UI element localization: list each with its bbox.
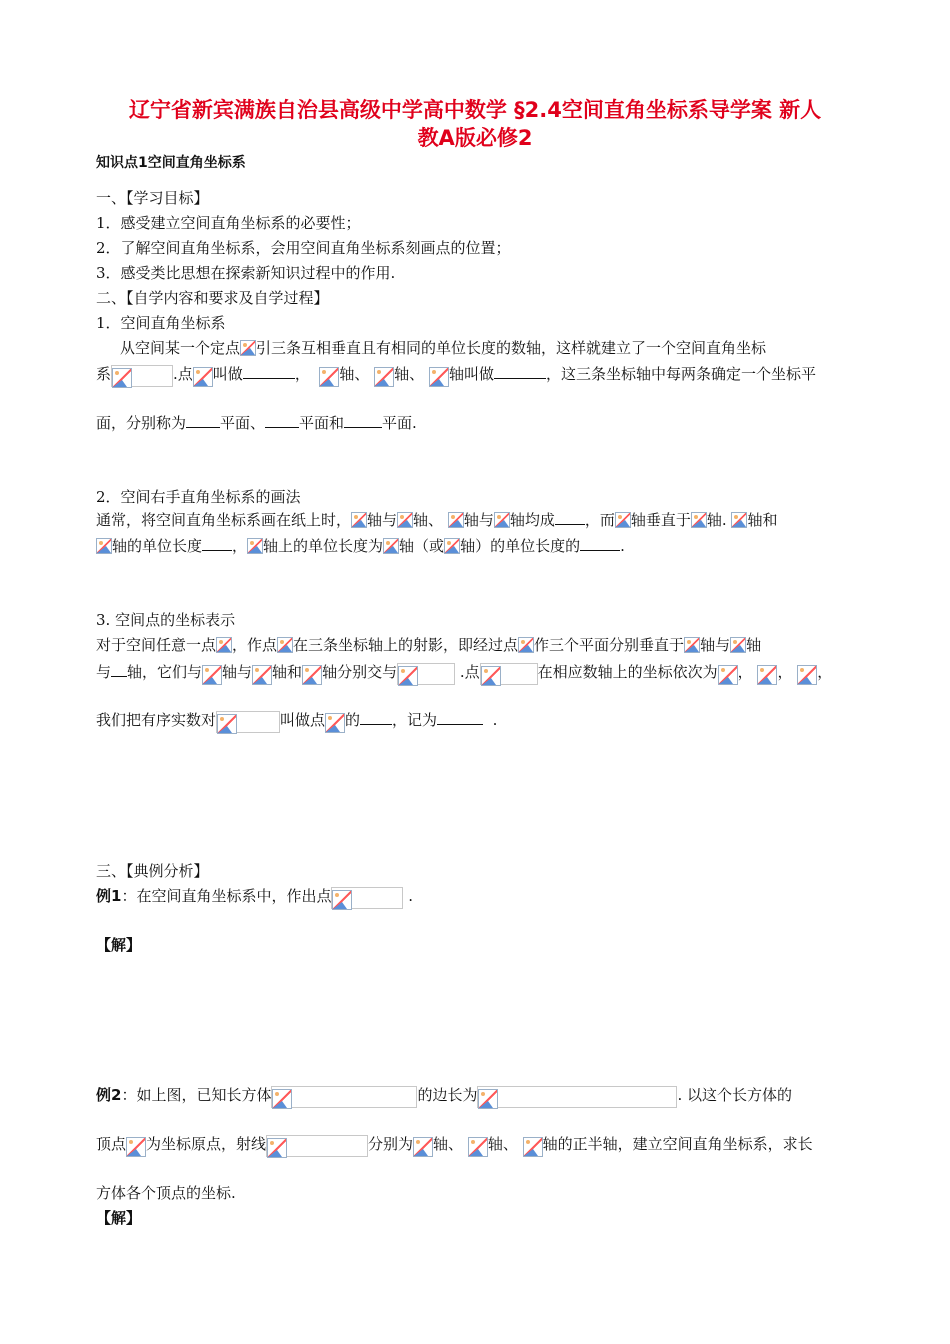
p3-line1: 对于空间任意一点 ，作点 在三条坐标轴上的射影，即经过点 作三个平面分别垂直于 轴与 轴 (96, 636, 762, 654)
broken-image-icon (413, 1137, 433, 1157)
p2-line2: 轴的单位长度 ， 轴上的单位长度为 轴（或 轴）的单位长度的 . (96, 536, 625, 556)
broken-image-icon (216, 637, 232, 653)
broken-image-icon (481, 666, 501, 686)
broken-image-icon (397, 512, 413, 528)
broken-image-icon (112, 368, 132, 388)
broken-image-icon (523, 1137, 543, 1157)
section1-heading: 一、【学习目标】 (96, 189, 209, 207)
fill-blank (111, 662, 127, 677)
p2-heading: 2．空间右手直角坐标系的画法 (96, 488, 301, 506)
broken-image-icon (718, 665, 738, 685)
broken-image-icon (277, 637, 293, 653)
formula-image (331, 887, 403, 909)
formula-image (266, 1135, 368, 1157)
example-2-line1: 例2：如上图，已知长方体 的边长为 . 以这个长方体的 (96, 1085, 792, 1108)
broken-image-icon (96, 538, 112, 554)
broken-image-icon (247, 538, 263, 554)
fill-blank (555, 510, 585, 525)
formula-image (216, 711, 280, 733)
fill-blank (202, 536, 232, 551)
solution-label-2: 【解】 (96, 1209, 142, 1227)
goal-3: 3．感受类比思想在探索新知识过程中的作用. (96, 264, 396, 282)
broken-image-icon (691, 512, 707, 528)
fill-blank (344, 413, 382, 428)
fill-blank (360, 710, 392, 725)
broken-image-icon (325, 713, 345, 733)
broken-image-icon (730, 637, 746, 653)
fill-blank (437, 710, 483, 725)
broken-image-icon (494, 512, 510, 528)
example-2-line2: 顶点 为坐标原点，射线 分别为 轴、 轴、 轴的正半轴，建立空间直角坐标系，求长 (96, 1134, 813, 1157)
fill-blank (580, 536, 620, 551)
section3-heading: 三、【典例分析】 (96, 862, 209, 880)
broken-image-icon (302, 665, 322, 685)
broken-image-icon (240, 340, 256, 356)
fill-blank (186, 413, 220, 428)
example-1: 例1：在空间直角坐标系中，作出点 . (96, 886, 413, 909)
broken-image-icon (429, 367, 449, 387)
formula-image (111, 365, 173, 387)
broken-image-icon (518, 637, 534, 653)
broken-image-icon (319, 367, 339, 387)
broken-image-icon (272, 1089, 292, 1109)
section2-heading: 二、【自学内容和要求及自学过程】 (96, 289, 329, 307)
formula-image (480, 663, 538, 685)
p3-line2: 与 轴，它们与 轴与 轴和 轴分别交与 .点 在相应数轴上的坐标依次为 ， ， ， (96, 662, 832, 685)
solution-label: 【解】 (96, 936, 142, 954)
p1-line3: 面，分别称为 平面、 平面和 平面. (96, 414, 417, 432)
broken-image-icon (193, 367, 213, 387)
fill-blank (243, 364, 295, 379)
broken-image-icon (217, 714, 237, 734)
formula-image (397, 663, 455, 685)
knowledge-point: 知识点1空间直角坐标系 (96, 155, 246, 171)
broken-image-icon (126, 1137, 146, 1157)
broken-image-icon (684, 637, 700, 653)
fill-blank (494, 364, 546, 379)
broken-image-icon (351, 512, 367, 528)
broken-image-icon (468, 1137, 488, 1157)
formula-image (271, 1086, 417, 1108)
broken-image-icon (757, 665, 777, 685)
document-title: 辽宁省新宾满族自治县高级中学高中数学 §2.4空间直角坐标系导学案 新人 教A版必修2 (128, 98, 822, 150)
broken-image-icon (383, 538, 399, 554)
broken-image-icon (398, 666, 418, 686)
broken-image-icon (731, 512, 747, 528)
broken-image-icon (444, 538, 460, 554)
p3-line3: 我们把有序实数对 叫做点 的 ，记为 . (96, 710, 497, 733)
broken-image-icon (267, 1138, 287, 1158)
p3-heading: 3. 空间点的坐标表示 (96, 611, 236, 629)
goal-1: 1．感受建立空间直角坐标系的必要性； (96, 214, 361, 232)
broken-image-icon (615, 512, 631, 528)
broken-image-icon (448, 512, 464, 528)
broken-image-icon (202, 665, 222, 685)
fill-blank (265, 413, 299, 428)
p2-line1: 通常，将空间直角坐标系画在纸上时， 轴与 轴、 轴与 轴均成 ，而 轴垂直于 轴. 轴和 (96, 511, 778, 529)
p1-line1: 从空间某一个定点 引三条互相垂直且有相同的单位长度的数轴，这样就建立了一个空间直角坐标 (120, 339, 767, 357)
p1-line2: 系 .点 叫做 ， 轴、 轴、 轴叫做 ，这三条坐标轴中每两条确定一个坐标平 (96, 364, 816, 387)
goal-2: 2．了解空间直角坐标系，会用空间直角坐标系刻画点的位置； (96, 239, 511, 257)
p1-heading: 1．空间直角坐标系 (96, 314, 226, 332)
example-2-line3: 方体各个顶点的坐标. (96, 1184, 236, 1202)
broken-image-icon (332, 890, 352, 910)
broken-image-icon (478, 1089, 498, 1109)
broken-image-icon (252, 665, 272, 685)
formula-image (477, 1086, 677, 1108)
broken-image-icon (374, 367, 394, 387)
broken-image-icon (797, 665, 817, 685)
